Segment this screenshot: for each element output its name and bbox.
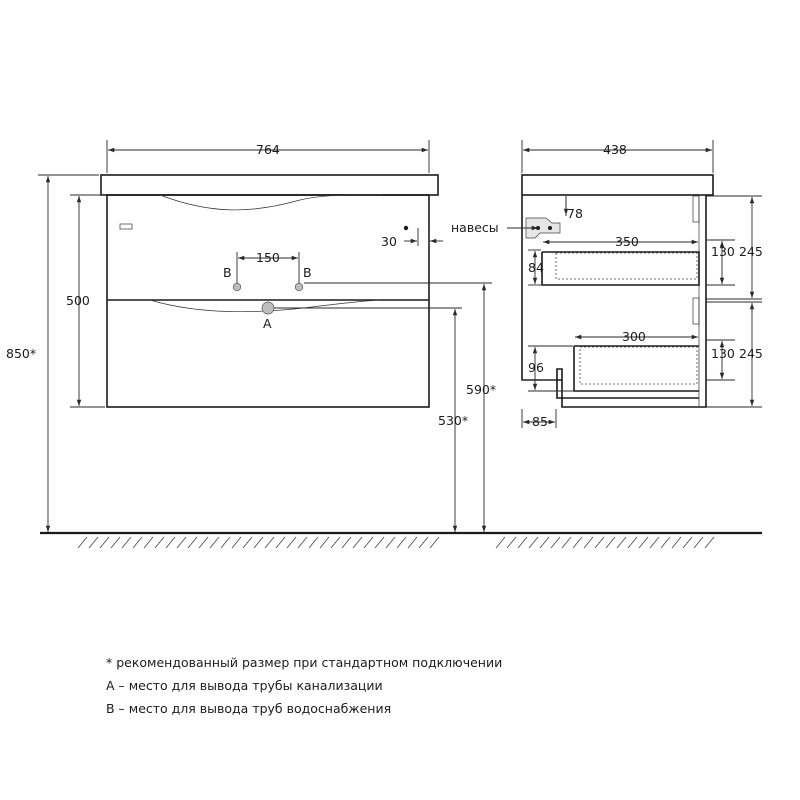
floor-hatch-line	[232, 537, 241, 548]
floor-hatch-line	[100, 537, 109, 548]
floor-hatch-line	[353, 537, 362, 548]
side-countertop	[522, 175, 713, 195]
pipe-b-left	[233, 283, 241, 291]
floor-hatch-line	[639, 537, 648, 548]
floor-hatch-line	[133, 537, 142, 548]
floor-hatch-line	[111, 537, 120, 548]
floor-hatch-line	[243, 537, 252, 548]
side-wall-bracket-bottom	[693, 298, 699, 324]
floor-hatch-line	[166, 537, 175, 548]
floor-hatch-line	[276, 537, 285, 548]
floor-hatch-line	[661, 537, 670, 548]
floor-hatch-line	[628, 537, 637, 548]
label-offset-96: 96	[528, 360, 544, 375]
floor-hatching	[78, 537, 714, 548]
floor-hatch-line	[595, 537, 604, 548]
floor-hatch-line	[584, 537, 593, 548]
floor-hatch-line	[199, 537, 208, 548]
side-wall-bracket-top	[693, 196, 699, 222]
front-countertop	[101, 175, 438, 195]
side-top-drawer	[542, 252, 699, 285]
floor-hatch-line	[210, 537, 219, 548]
floor-hatch-line	[551, 537, 560, 548]
pipe-b-right	[295, 283, 303, 291]
floor-hatch-line	[309, 537, 318, 548]
legend-notes	[106, 651, 502, 720]
label-hanger: навесы	[451, 220, 499, 235]
label-spacing-150: 150	[256, 250, 280, 265]
label-height-530: 530*	[438, 413, 469, 428]
floor-hatch-line	[529, 537, 538, 548]
floor-hatch-line	[177, 537, 186, 548]
note-drain: А – место для вывода трубы канализации	[106, 678, 383, 693]
label-height-500: 500	[66, 293, 90, 308]
label-plinth-85: 85	[532, 414, 548, 429]
label-depth-438: 438	[603, 142, 627, 157]
front-hook-mark-left	[120, 224, 132, 229]
floor-hatch-line	[419, 537, 428, 548]
floor-hatch-line	[386, 537, 395, 548]
floor-hatch-line	[331, 537, 340, 548]
floor-hatch-line	[562, 537, 571, 548]
floor-hatch-line	[650, 537, 659, 548]
floor-hatch-line	[606, 537, 615, 548]
floor-hatch-line	[683, 537, 692, 548]
note-recommended: * рекомендованный размер при стандартном подключении	[106, 655, 503, 670]
floor-hatch-line	[408, 537, 417, 548]
floor-hatch-line	[672, 537, 681, 548]
floor-hatch-line	[122, 537, 131, 548]
floor-hatch-line	[89, 537, 98, 548]
marker-b-right: B	[303, 265, 312, 280]
floor-hatch-line	[144, 537, 153, 548]
pipe-a-drain	[262, 302, 274, 314]
floor-hatch-line	[496, 537, 505, 548]
floor-hatch-line	[155, 537, 164, 548]
floor-hatch-line	[342, 537, 351, 548]
floor-hatch-line	[430, 537, 439, 548]
floor-hatch-line	[364, 537, 373, 548]
label-height-850: 850*	[6, 346, 37, 361]
floor-hatch-line	[221, 537, 230, 548]
floor-hatch-line	[320, 537, 329, 548]
floor-hatch-line	[78, 537, 87, 548]
label-inner-130-top: 130	[711, 244, 735, 259]
floor-hatch-line	[254, 537, 263, 548]
label-height-245-top: 245	[739, 244, 763, 259]
floor-hatch-line	[265, 537, 274, 548]
front-top-drawer-curve	[160, 195, 382, 210]
label-offset-30: 30	[381, 234, 397, 249]
label-height-245-bottom: 245	[739, 346, 763, 361]
front-view	[6, 140, 496, 532]
label-height-590: 590*	[466, 382, 497, 397]
label-inner-130-bottom: 130	[711, 346, 735, 361]
floor-hatch-line	[540, 537, 549, 548]
label-depth-350: 350	[615, 234, 639, 249]
floor-hatch-line	[617, 537, 626, 548]
marker-a: A	[263, 316, 272, 331]
label-width-764: 764	[256, 142, 280, 157]
floor	[40, 533, 762, 548]
side-top-drawer-box	[556, 253, 697, 279]
marker-b-left: B	[223, 265, 232, 280]
floor-hatch-line	[298, 537, 307, 548]
label-depth-300: 300	[622, 329, 646, 344]
floor-hatch-line	[287, 537, 296, 548]
side-bottom-drawer-box	[580, 347, 697, 384]
side-view	[451, 140, 763, 429]
floor-hatch-line	[397, 537, 406, 548]
floor-hatch-line	[573, 537, 582, 548]
label-offset-78: 78	[567, 206, 583, 221]
side-bottom-drawer	[557, 369, 699, 398]
note-supply: В – место для вывода труб водоснабжения	[106, 701, 392, 716]
floor-hatch-line	[518, 537, 527, 548]
front-hook-mark-right	[404, 226, 408, 230]
front-cabinet-body	[107, 195, 429, 407]
floor-hatch-line	[188, 537, 197, 548]
floor-hatch-line	[694, 537, 703, 548]
label-offset-84: 84	[528, 260, 544, 275]
floor-hatch-line	[375, 537, 384, 548]
floor-hatch-line	[705, 537, 714, 548]
floor-hatch-line	[507, 537, 516, 548]
